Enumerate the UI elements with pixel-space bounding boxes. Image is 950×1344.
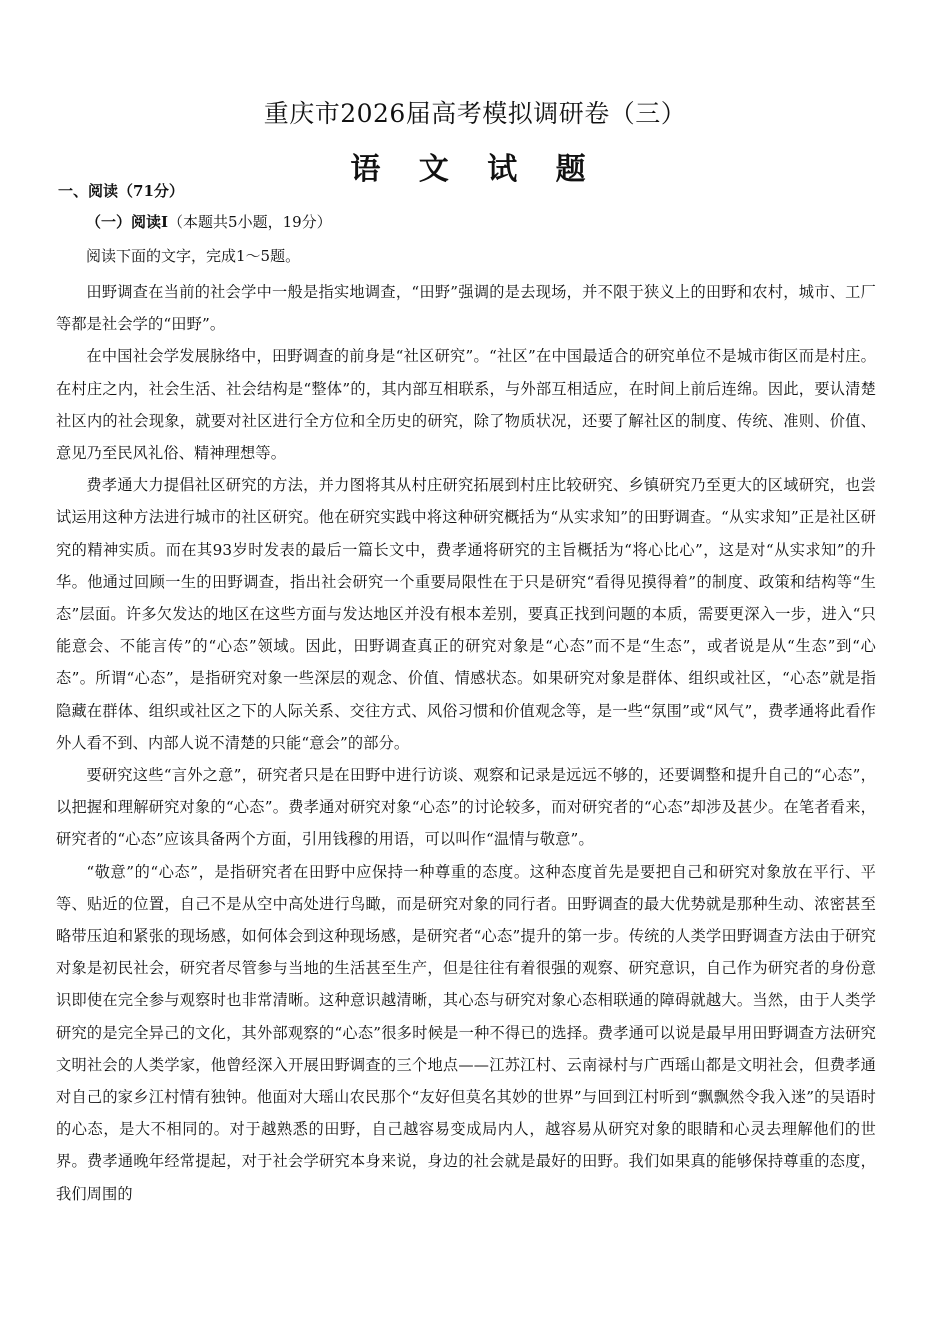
passage-paragraph-1: 田野调查在当前的社会学中一般是指实地调查，“田野”强调的是去现场，并不限于狭义上的田野和农村，城市、工厂等都是社会学的“田野”。 [56, 283, 876, 334]
passage-paragraph-5: “敬意”的“心态”，是指研究者在田野中应保持一种尊重的态度。这种态度首先是要把自己和研究对象放在平行、平等、贴近的位置，自己不是从空中高处进行鸟瞰，而是研究对象的同行者。田野调查的最大优势就是那种生动、浓密甚至略带压迫和紧张的现场感，如何体会到这种现场感，是研究者“心态”提升的第一步。传统的人类学田野调查方法由于研究对象是初民社会，研究者尽管参与当地的生活甚至生产，但是往往有着很强的观察、研究意识，自己作为研究者的身份意识即使在完全参与观察时也非常清晰。这种意识越清晰，其心态与研究对象心态相联通的障碍就越大。当然，由于人类学研究的是完全异己的文化，其外部观察的“心态”很多时候是一种不得已的选择。费孝通可以说是最早用田野调查方法研究文明社会的人类学家，他曾经深入开展田野调查的三个地点——江苏江村、云南禄村与广西瑶山都是文明社会，但费孝通对自己的家乡江村情有独钟。他面对大瑶山农民那个“友好但莫名其妙的世界”与回到江村听到“飘飘然令我入迷”的吴语时的心态，是大不相同的。对于越熟悉的田野，自己越容易变成局内人，越容易从研究对象的眼睛和心灵去理解他们的世界。费孝通晚年经常提起，对于社会学研究本身来说，身边的社会就是最好的田野。我们如果真的能够保持尊重的态度，我们周围的 [56, 862, 876, 1203]
subsection-heading [86, 211, 332, 232]
reading-passage [56, 276, 876, 1210]
exam-subject-title: 语 文 试 题 [350, 152, 600, 187]
subsection-note: （本题共5小题，19分） [168, 213, 332, 231]
section-heading: 一、阅读（71分） [58, 182, 184, 200]
reading-instruction: 阅读下面的文字，完成1～5题。 [86, 247, 301, 265]
passage-paragraph-2: 在中国社会学发展脉络中，田野调查的前身是“社区研究”。“社区”在中国最适合的研究单位不是城市街区而是村庄。在村庄之内，社会生活、社会结构是“整体”的，其内部互相联系，与外部互相适应，在时间上前后连绵。因此，要认清楚社区内的社会现象，就要对社区进行全方位和全历史的研究，除了物质状况，还要了解社区的制度、传统、准则、价值、意见乃至民风礼俗、精神理想等。 [56, 347, 876, 463]
exam-title: 重庆市2026届高考模拟调研卷（三） [263, 99, 687, 128]
passage-paragraph-4: 要研究这些“言外之意”，研究者只是在田野中进行访谈、观察和记录是远远不够的，还要调整和提升自己的“心态”，以把握和理解研究对象的“心态”。费孝通对研究对象“心态”的讨论较多，而对研究者的“心态”却涉及甚少。在笔者看来，研究者的“心态”应该具备两个方面，引用钱穆的用语，可以叫作“温情与敬意”。 [56, 766, 876, 849]
passage-paragraph-3: 费孝通大力提倡社区研究的方法，并力图将其从村庄研究拓展到村庄比较研究、乡镇研究乃至更大的区域研究，也尝试运用这种方法进行城市的社区研究。他在研究实践中将这种研究概括为“从实求知”的田野调查。“从实求知”正是社区研究的精神实质。而在其93岁时发表的最后一篇长文中，费孝通将研究的主旨概括为“将心比心”，这是对“从实求知”的升华。他通过回顾一生的田野调查，指出社会研究一个重要局限性在于只是研究“看得见摸得着”的制度、政策和结构等“生态”层面。许多欠发达的地区在这些方面与发达地区并没有根本差别，要真正找到问题的本质，需要更深入一步，进入“只能意会、不能言传”的“心态”领域。因此，田野调查真正的研究对象是“心态”而不是“生态”，或者说是从“生态”到“心态”。所谓“心态”，是指研究对象一些深层的观念、价值、情感状态。如果研究对象是群体、组织或社区，“心态”就是指隐藏在群体、组织或社区之下的人际关系、交往方式、风俗习惯和价值观念等，是一些“氛围”或“风气”，费孝通将此看作外人看不到、内部人说不清楚的只能“意会”的部分。 [56, 476, 876, 752]
subsection-label: （一）阅读Ⅰ [86, 213, 169, 231]
